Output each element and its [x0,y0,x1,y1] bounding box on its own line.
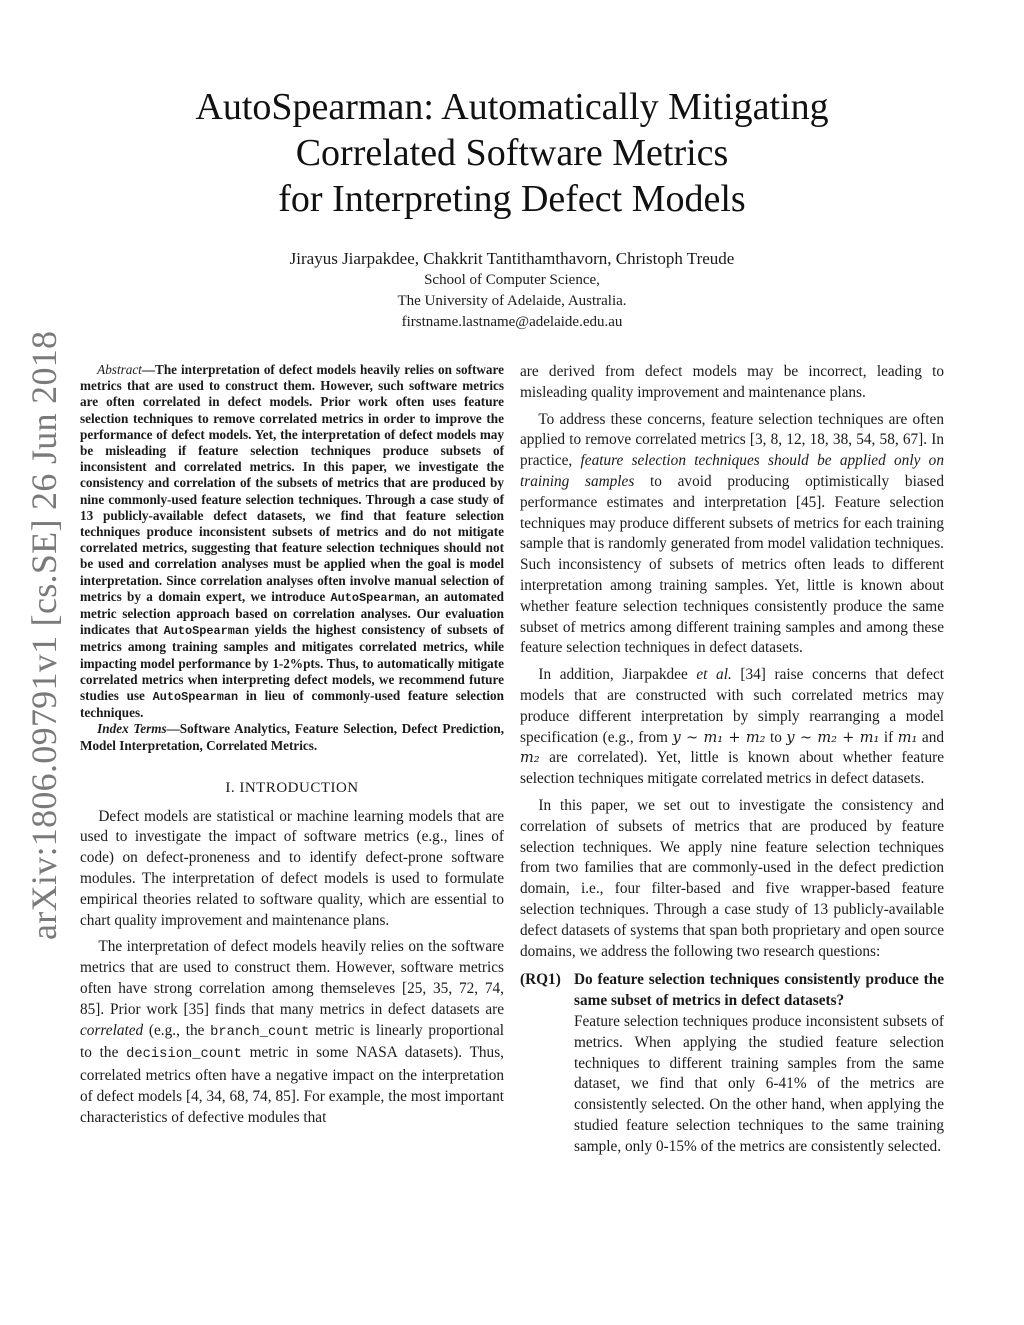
right-p2-text-c: to [765,728,787,746]
intro-paragraph-1: Defect models are statistical or machine learning models that are used to investigate the impact of software metrics (e.g., lines of code) on defect-proneness and to identify defect-prone software modules. The interpretation of defect models is used to formulate empirical theories related to software quality, which are essential to chart quality improvement and maintenance plans. [80,807,504,929]
rq1-body [574,970,944,1157]
right-p2-text-e: and [917,728,944,746]
author-email: firstname.lastname@adelaide.edu.au [401,314,623,330]
math-m1: m₁ [897,729,918,746]
abstract [80,362,504,721]
research-question-1 [520,970,944,1157]
rq1-answer: Feature selection techniques produce inconsistent subsets of metrics. When applying the studied feature selection techniques to different training samples from the same dataset, we find that only 6-41% of the metrics are consistently selected. On the other hand, when applying the studied feature selection techniques to the same training sample, only 0-15% of the metrics are consistently selected. [574,1012,944,1155]
index-terms-text: Software Analytics, Feature Selection, Defect Prediction, Model Interpretation, Correlated Metrics. [80,721,504,753]
abstract-label: Abstract — [97,362,155,377]
title-line-1: AutoSpearman: Automatically Mitigating [195,86,829,128]
right-paragraph-1 [520,410,944,660]
intro-p2-text-c: metric is linearly proportional to the [80,1021,504,1062]
right-p2-text-f: are correlated). Yet, little is known about whether feature selection techniques mitigate correlated metrics in defect datasets. [520,749,944,788]
affiliation-line-2: The University of Adelaide, Australia. [397,293,627,309]
abstract-text-2: , an automated metric selection approach based on correlation analyses. Our evaluation indicates that [80,588,505,638]
intro-p2-text-a: The interpretation of defect models heavily relies on the software metrics that are used to construct them. However, software metrics often have strong correlation among themseleves [25, 35, 72, 74, 85]. Prior work [35] finds that many metrics in defect datasets are [80,938,504,1018]
math-formula-2: y ∼ m₂ + m₁ [786,729,880,746]
rq1-label: (RQ1) [520,971,561,989]
arxiv-identifier: arXiv:1806.09791v1 [cs.SE] 26 Jun 2018 [24,330,64,940]
title-line-2: Correlated Software Metrics [295,132,729,174]
right-p2-text-d: if [879,728,898,746]
right-column [520,362,944,1157]
abstract-code-autospearman-1: AutoSpearman [330,590,417,605]
intro-p2-text-b: (e.g., the [143,1021,211,1039]
title-line-3: for Interpreting Defect Models [278,178,746,220]
affiliation-line-1: School of Computer Science, [424,272,600,288]
right-paragraph-continued: are derived from defect models may be incorrect, leading to misleading quality improvement and maintenance plans. [520,363,944,401]
author-list: Jirayus Jiarpakdee, Chakkrit Tantithamthavorn, Christoph Treude [289,249,735,268]
left-column [80,362,504,1129]
rq1-question: Do feature selection techniques consistently produce the same subset of metrics in defect datasets? [574,971,944,1010]
right-p1-text-b: to avoid producing optimistically biased performance estimates and interpretation [45]. Feature selection techniques may produce different subsets of metrics for each training sample that is randomly generated from model validation techniques. Such inconsistency of subsets of metrics often leads to different interpretation among training samples. Yet, little is known about whether feature selection techniques consistently produce the same subset of metrics among different training samples and among these feature selection techniques in defect datasets. [520,472,944,657]
paper-title [80,84,944,222]
math-formula-1: y ∼ m₁ + m₂ [672,729,766,746]
right-paragraph-2 [520,665,944,790]
index-terms-label: Index Terms — [97,721,180,736]
right-p2-text-a: In addition, Jiarpakdee [538,666,697,684]
code-branch-count: branch_count [210,1024,310,1040]
right-p2-text-b: [34] raise concerns that defect models that are constructed with such correlated metrics may produce different interpretation by simply rearranging a model specification (e.g., from [520,666,944,746]
right-p1-emphasis: feature selection techniques should be applied only on training samples [520,452,944,490]
abstract-text-4: in lieu of commonly-used feature selection techniques. [80,688,504,721]
math-m2: m₂ [520,750,540,767]
intro-p2-emphasis: correlated [80,1021,144,1039]
abstract-code-autospearman-3: AutoSpearman [152,690,239,705]
paper-header [80,84,944,333]
index-terms [80,721,504,753]
abstract-text-1: The interpretation of defect models heavily relies on software metrics that are used to construct them. However, such software metrics are often correlated in defect models. Prior work often uses feature selection techniques to remove correlated metrics in order to improve the performance of defect models. Yet, the interpretation of defect models may be misleading if feature selection techniques produce subsets of inconsistent and correlated metrics. In this paper, we investigate the consistency and correlation of the subsets of metrics that are produced by nine commonly-used feature selection techniques. Through a case study of 13 publicly-available defect datasets, we find that feature selection techniques produce inconsistent subsets of metrics and do not mitigate correlated metrics, suggesting that feature selection techniques should not be used and correlation analyses must be applied when the goal is model interpretation. Since correlation analyses often involve manual selection of metrics by a domain expert, we introduce [80,362,504,604]
right-p2-etal: et al. [696,666,732,684]
right-p1-text-a: To address these concerns, feature selection techniques are often applied to remove correlated metrics [3, 8, 12, 18, 38, 54, 58, 67]. In practice, [520,410,944,470]
section-heading-introduction: I. INTRODUCTION [225,779,359,796]
abstract-text-3: yields the highest consistency of subsets of metrics among training samples and mitigates correlated metrics, while impacting model performance by 1-2%pts. Thus, to automatically mitigate correlated metrics when interpreting defect models, we recommend future studies use [80,622,505,704]
right-paragraph-3: In this paper, we set out to investigate the consistency and correlation of subsets of metrics that are produced by feature selection techniques. We apply nine feature selection techniques from two families that are commonly-used in the defect prediction domain, i.e., four filter-based and five wrapper-based feature selection techniques. Through a case study of 13 publicly-available defect datasets of systems that span both proprietary and open source domains, we address the following two research questions: [520,796,944,960]
code-decision-count: decision_count [126,1047,242,1063]
intro-p2-text-d: metric in some NASA datasets). Thus, correlated metrics often have a negative impact on the interpretation of defect models [4, 34, 68, 74, 85]. For example, the most important characteristics of defective modules that [80,1044,504,1126]
abstract-code-autospearman-2: AutoSpearman [163,624,250,639]
intro-paragraph-2 [80,937,504,1128]
